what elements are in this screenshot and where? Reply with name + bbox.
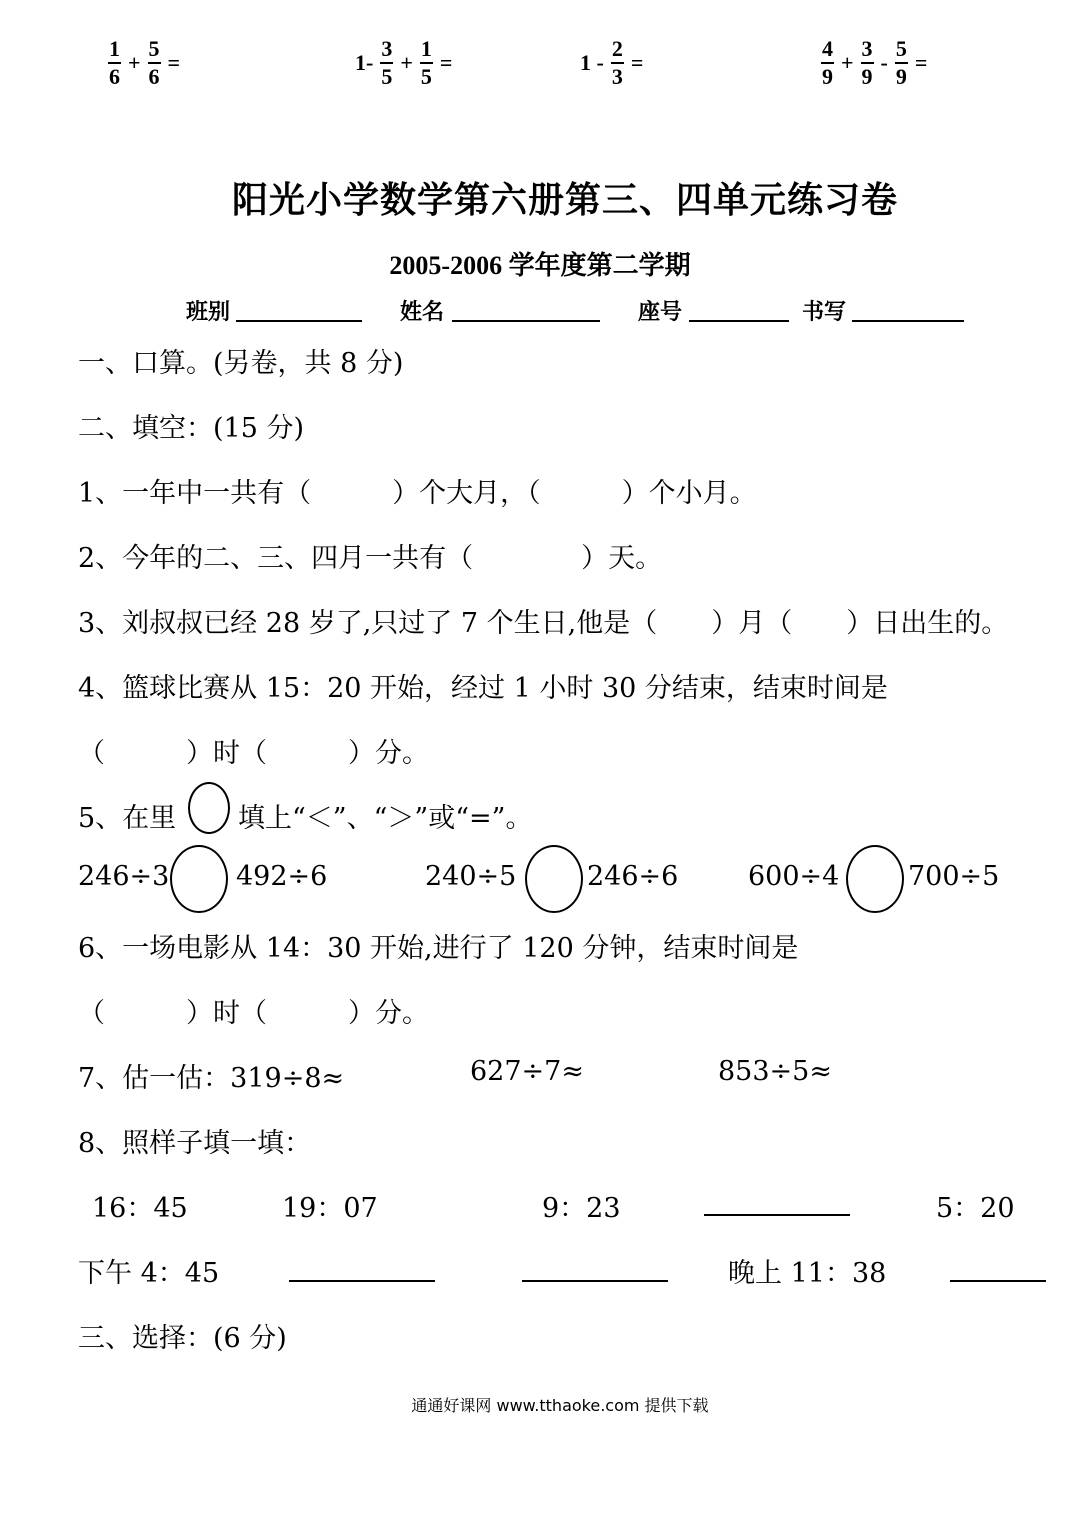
- time-12h-blank-1[interactable]: [289, 1280, 435, 1282]
- compare-2-right: 246÷6: [587, 861, 679, 892]
- seat-blank[interactable]: [689, 320, 789, 322]
- fraction-denominator: 5: [381, 64, 393, 89]
- expression-4: [817, 38, 930, 88]
- section-1: 一、口算。(另卷，共 8 分): [78, 348, 404, 379]
- compare-2-left: 240÷5: [425, 861, 517, 892]
- fraction-numerator: 2: [611, 38, 624, 64]
- operator: 1 -: [580, 50, 604, 75]
- operator: =: [439, 50, 453, 75]
- fraction-numerator: 3: [380, 38, 393, 64]
- class-blank[interactable]: [236, 320, 362, 322]
- fraction-denominator: 6: [148, 64, 160, 89]
- operator: =: [914, 50, 928, 75]
- question-4: 4、篮球比赛从 15：20 开始，经过 1 小时 30 分结束，结束时间是: [78, 673, 888, 704]
- section-2: 二、填空：(15 分): [78, 413, 305, 444]
- time-12h-blank-3[interactable]: [950, 1280, 1046, 1282]
- writing-blank[interactable]: [852, 320, 964, 322]
- fraction-numerator: 5: [148, 38, 161, 64]
- footer-credit: 通通好课网 www.tthaoke.com 提供下载: [411, 1396, 709, 1415]
- fraction: [148, 38, 161, 88]
- question-6-answer: （ ）时（ ）分。: [78, 998, 429, 1029]
- operator: =: [630, 50, 644, 75]
- fraction-numerator: 1: [108, 38, 121, 64]
- question-7-b: 627÷7≈: [470, 1056, 584, 1087]
- fraction: [895, 38, 908, 88]
- fraction: [108, 38, 121, 88]
- expression-2: [352, 38, 455, 88]
- fraction-denominator: 9: [861, 64, 873, 89]
- compare-1-left: 246÷3: [78, 861, 170, 892]
- writing-label: 书写: [802, 300, 847, 325]
- example-oval: [188, 782, 230, 834]
- time-24h-5: 5：20: [936, 1193, 1015, 1224]
- operator: +: [128, 50, 141, 75]
- question-5-suffix: 填上“＜”、“＞”或“=”。: [238, 803, 533, 834]
- time-24h-2: 19：07: [282, 1193, 378, 1224]
- time-12h-1: 下午 4：45: [78, 1258, 220, 1289]
- operator: 1-: [355, 50, 374, 75]
- fraction-denominator: 9: [822, 64, 833, 89]
- question-1: 1、一年中一共有（ ）个大月，（ ）个小月。: [78, 478, 757, 509]
- fraction: [821, 38, 834, 88]
- question-8: 8、照样子填一填：: [78, 1128, 312, 1159]
- fraction-denominator: 9: [895, 64, 907, 89]
- name-label: 姓名: [400, 300, 445, 325]
- page-subtitle: 2005-2006 学年度第二学期: [389, 251, 691, 280]
- fraction-numerator: 5: [895, 38, 908, 64]
- compare-1-right: 492÷6: [236, 861, 328, 892]
- time-24h-3: 9：23: [542, 1193, 621, 1224]
- section-3: 三、选择：(6 分): [78, 1323, 287, 1354]
- fraction: [380, 38, 393, 88]
- fraction: [861, 38, 874, 88]
- fraction: [611, 38, 624, 88]
- page-title: 阳光小学数学第六册第三、四单元练习卷: [231, 180, 898, 221]
- operator: +: [841, 50, 854, 75]
- name-blank[interactable]: [452, 320, 600, 322]
- time-12h-4: 晚上 11：38: [728, 1258, 887, 1289]
- compare-3-oval[interactable]: [846, 845, 904, 913]
- question-6: 6、一场电影从 14：30 开始,进行了 120 分钟，结束时间是: [78, 933, 799, 964]
- class-label: 班别: [186, 300, 231, 325]
- compare-3-left: 600÷4: [748, 861, 840, 892]
- operator: -: [880, 50, 888, 75]
- question-5-prefix: 5、在里: [78, 803, 177, 834]
- time-24h-blank[interactable]: [704, 1214, 850, 1216]
- time-24h-1: 16：45: [92, 1193, 188, 1224]
- fraction-numerator: 4: [821, 38, 834, 64]
- operator: =: [167, 50, 181, 75]
- fraction: [420, 38, 433, 88]
- compare-3-right: 700÷5: [908, 861, 1000, 892]
- fraction-denominator: 3: [611, 64, 623, 89]
- question-4-answer: （ ）时（ ）分。: [78, 738, 429, 769]
- fraction-numerator: 1: [420, 38, 433, 64]
- question-2: 2、今年的二、三、四月一共有（ ）天。: [78, 543, 663, 574]
- seat-label: 座号: [638, 300, 683, 325]
- expression-1: [104, 38, 183, 88]
- question-3: 3、刘叔叔已经 28 岁了,只过了 7 个生日,他是（ ）月（ ）日出生的。: [78, 608, 1009, 639]
- question-7-c: 853÷5≈: [718, 1056, 832, 1087]
- operator: +: [400, 50, 413, 75]
- fraction-numerator: 3: [861, 38, 874, 64]
- question-7-a: 7、估一估：319÷8≈: [78, 1063, 345, 1094]
- fraction-denominator: 5: [420, 64, 432, 89]
- time-12h-blank-2[interactable]: [522, 1280, 668, 1282]
- compare-2-oval[interactable]: [525, 845, 583, 913]
- expression-3: [577, 38, 646, 88]
- fraction-denominator: 6: [109, 64, 120, 89]
- compare-1-oval[interactable]: [170, 845, 228, 913]
